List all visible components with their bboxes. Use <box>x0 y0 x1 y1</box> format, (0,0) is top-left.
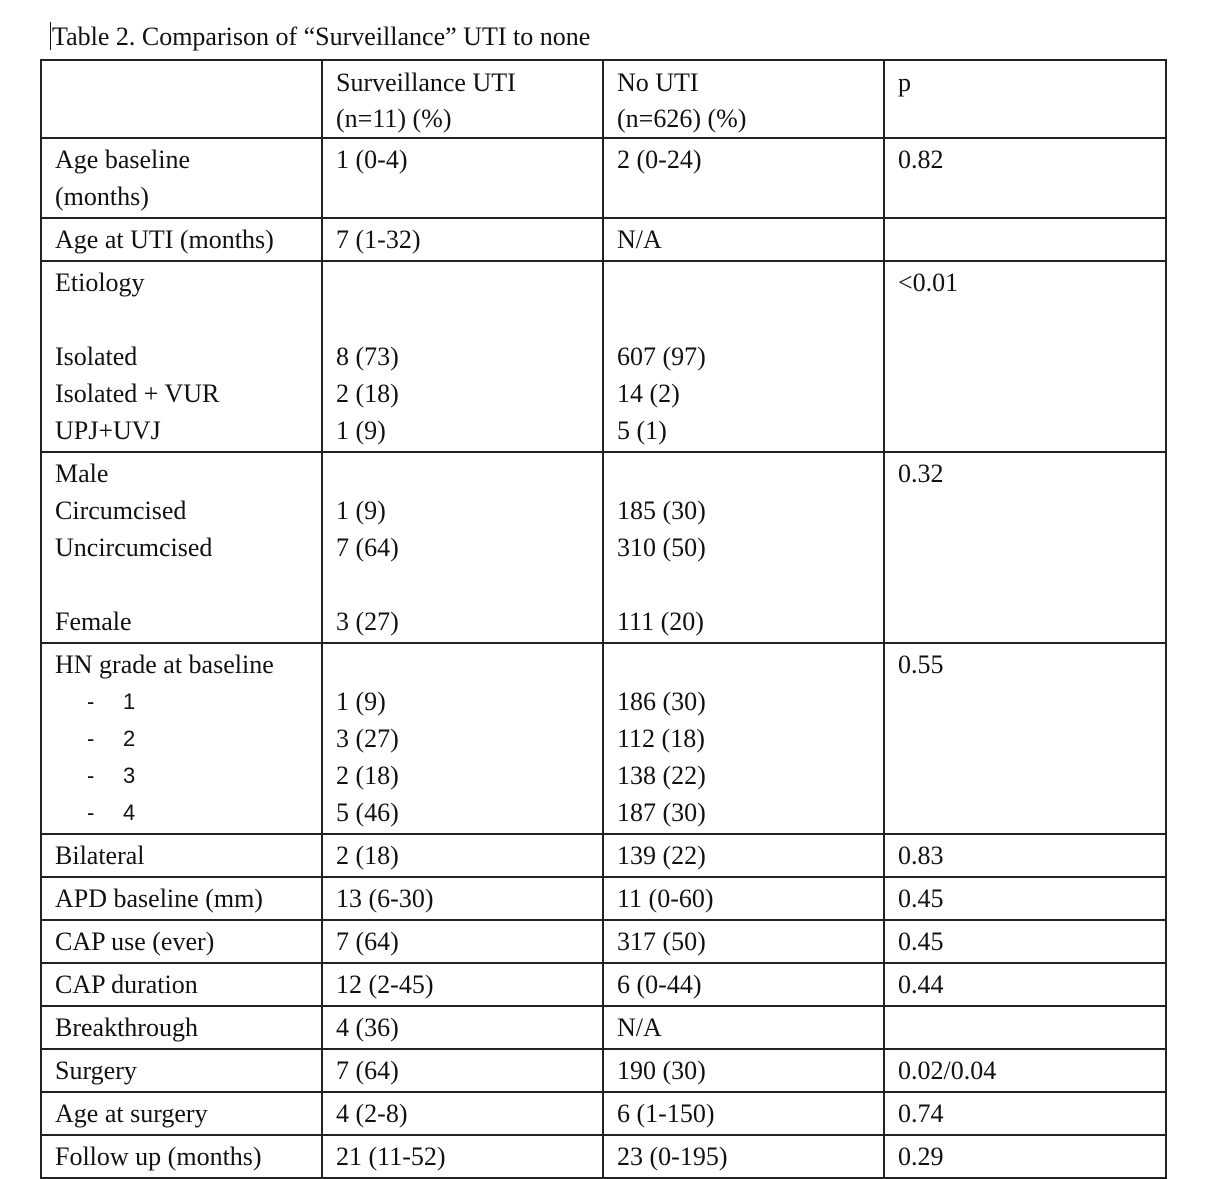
row-label: CAP use (ever) <box>41 920 322 963</box>
cell-no-uti: 6 (0-44) <box>603 963 884 1006</box>
cell-no-uti: 185 (30) 310 (50) 111 (20) <box>603 452 884 643</box>
header-row <box>41 60 1166 138</box>
cell-surveillance: 2 (18) <box>322 834 603 877</box>
table-row-sex <box>41 452 1166 643</box>
table-row-age-uti <box>41 218 1166 261</box>
table-row-age-surgery <box>41 1092 1166 1135</box>
cell-p: 0.45 <box>884 920 1166 963</box>
row-label: Age baseline (months) <box>41 138 322 218</box>
header-surveillance: Surveillance UTI (n=11) (%) <box>322 60 603 138</box>
cell-no-uti: 317 (50) <box>603 920 884 963</box>
cell-p: 0.32 <box>884 452 1166 643</box>
cell-no-uti: 186 (30) 112 (18) 138 (22) 187 (30) <box>603 643 884 834</box>
cell-surveillance: 12 (2-45) <box>322 963 603 1006</box>
header-no-uti: No UTI (n=626) (%) <box>603 60 884 138</box>
table-row-follow-up <box>41 1135 1166 1178</box>
cell-surveillance: 7 (64) <box>322 920 603 963</box>
cell-no-uti: 139 (22) <box>603 834 884 877</box>
cell-surveillance: 8 (73) 2 (18) 1 (9) <box>322 261 603 452</box>
table-row-apd <box>41 877 1166 920</box>
table-row-cap-duration <box>41 963 1166 1006</box>
row-label: Bilateral <box>41 834 322 877</box>
cell-surveillance: 1 (0-4) <box>322 138 603 218</box>
row-label: Surgery <box>41 1049 322 1092</box>
cell-no-uti: N/A <box>603 218 884 261</box>
row-label: CAP duration <box>41 963 322 1006</box>
table-row-breakthrough <box>41 1006 1166 1049</box>
row-label: Age at surgery <box>41 1092 322 1135</box>
row-label: Breakthrough <box>41 1006 322 1049</box>
cell-p: 0.45 <box>884 877 1166 920</box>
cell-surveillance: 4 (36) <box>322 1006 603 1049</box>
cell-no-uti: 607 (97) 14 (2) 5 (1) <box>603 261 884 452</box>
caption-text: Table 2. Comparison of “Surveillance” UTI to none <box>52 22 591 51</box>
cell-p: 0.74 <box>884 1092 1166 1135</box>
text-cursor <box>50 22 51 50</box>
cell-p: 0.55 <box>884 643 1166 834</box>
cell-p: 0.29 <box>884 1135 1166 1178</box>
cell-no-uti: 11 (0-60) <box>603 877 884 920</box>
table-row-surgery <box>41 1049 1166 1092</box>
cell-no-uti: 23 (0-195) <box>603 1135 884 1178</box>
cell-surveillance: 1 (9) 7 (64) 3 (27) <box>322 452 603 643</box>
table-row-hn-grade <box>41 643 1166 834</box>
table-row-age-baseline <box>41 138 1166 218</box>
table-row-bilateral <box>41 834 1166 877</box>
cell-surveillance: 4 (2-8) <box>322 1092 603 1135</box>
cell-surveillance: 13 (6-30) <box>322 877 603 920</box>
cell-p: <0.01 <box>884 261 1166 452</box>
cell-p: 0.02/0.04 <box>884 1049 1166 1092</box>
row-label: Age at UTI (months) <box>41 218 322 261</box>
header-p: p <box>884 60 1166 138</box>
row-label: Male Circumcised Uncircumcised Female <box>41 452 322 643</box>
cell-surveillance: 7 (1-32) <box>322 218 603 261</box>
table-row-etiology <box>41 261 1166 452</box>
cell-p: 0.44 <box>884 963 1166 1006</box>
row-label: HN grade at baseline - 1 - 2 - 3 - 4 <box>41 643 322 834</box>
comparison-table <box>40 59 1167 1179</box>
cell-surveillance: 7 (64) <box>322 1049 603 1092</box>
table-row-cap-use <box>41 920 1166 963</box>
table-caption <box>50 22 590 52</box>
cell-p: 0.82 <box>884 138 1166 218</box>
cell-no-uti: N/A <box>603 1006 884 1049</box>
row-label: Etiology Isolated Isolated + VUR UPJ+UVJ <box>41 261 322 452</box>
cell-no-uti: 190 (30) <box>603 1049 884 1092</box>
cell-surveillance: 21 (11-52) <box>322 1135 603 1178</box>
cell-surveillance: 1 (9) 3 (27) 2 (18) 5 (46) <box>322 643 603 834</box>
cell-no-uti: 2 (0-24) <box>603 138 884 218</box>
cell-p <box>884 218 1166 261</box>
row-label: APD baseline (mm) <box>41 877 322 920</box>
header-empty-cell <box>41 60 322 138</box>
cell-no-uti: 6 (1-150) <box>603 1092 884 1135</box>
cell-p <box>884 1006 1166 1049</box>
cell-p: 0.83 <box>884 834 1166 877</box>
row-label: Follow up (months) <box>41 1135 322 1178</box>
